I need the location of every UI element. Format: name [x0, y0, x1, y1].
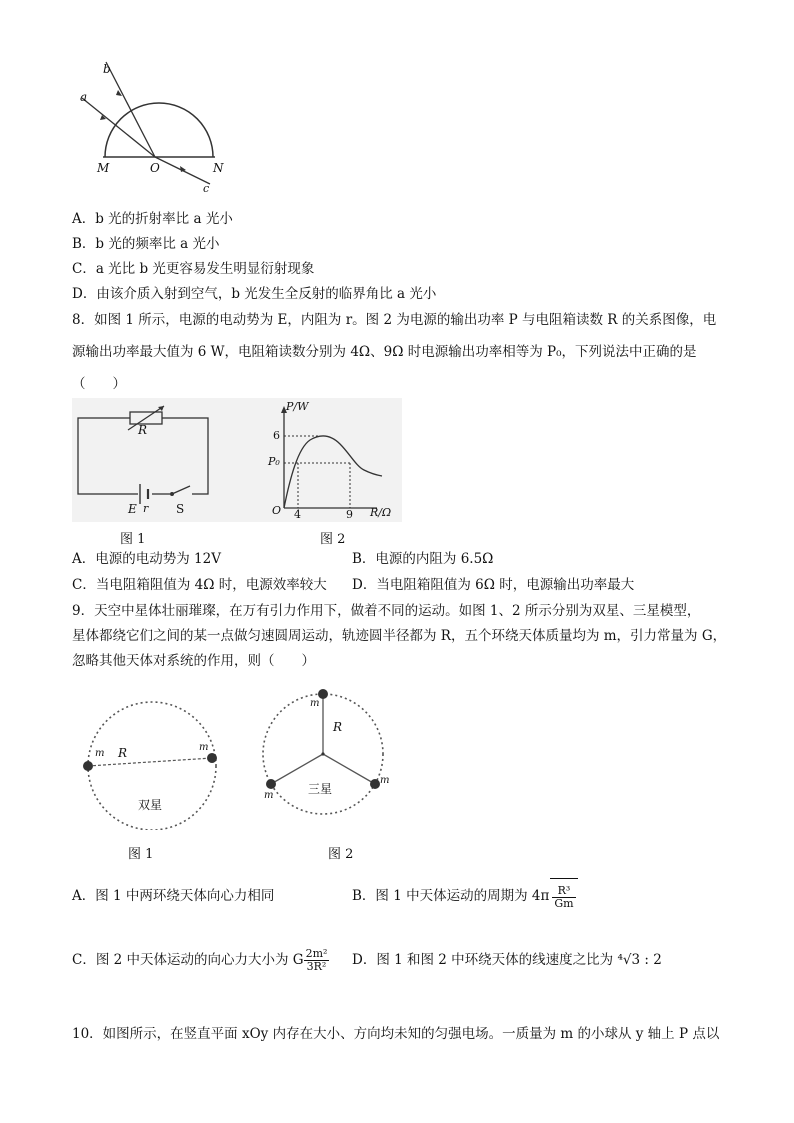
q8-option-a: A．电源的电动势为 12V [72, 551, 221, 567]
label-b: b [103, 62, 111, 76]
graph-ylabel: P/W [286, 400, 309, 413]
label-N: N [213, 161, 224, 175]
q9-fig2-caption: 图 2 [328, 847, 354, 862]
triple-m-left: m [264, 790, 274, 801]
q8-fig1-caption: 图 1 [120, 532, 146, 547]
triple-m-right: m [380, 775, 390, 786]
circuit-E-label: E [128, 502, 137, 516]
circuit-r-label: r [143, 502, 149, 515]
graph-origin: O [272, 504, 282, 517]
q9-option-a: A．图 1 中两环绕天体向心力相同 [72, 888, 275, 904]
graph-x4: 4 [294, 508, 301, 521]
triple-R: R [333, 720, 343, 734]
q10-stem: 10．如图所示，在竖直平面 xOy 内存在大小、方向均未知的匀强电场。一质量为 m 的小球从 y 轴上 P 点以 [72, 1026, 720, 1042]
q9-stem-line2: 星体都绕它们之间的某一点做匀速圆周运动，轨迹圆半径都为 R，五个环绕天体质量均为 m，引力常量为 G， [72, 628, 727, 644]
q8-option-b: B．电源的内阻为 6.5Ω [352, 551, 494, 567]
q8-option-c: C．当电阻箱阻值为 4Ω 时，电源效率较大 [72, 577, 327, 593]
q8-bracket: （ ） [72, 376, 126, 392]
q7-option-d: D．由该介质入射到空气，b 光发生全反射的临界角比 a 光小 [72, 286, 437, 302]
binary-R: R [118, 746, 128, 760]
graph-y6: 6 [273, 429, 280, 442]
graph-p0: P₀ [268, 455, 280, 468]
q8-fig2-caption: 图 2 [320, 532, 346, 547]
q9-option-c: C．图 2 中天体运动的向心力大小为 G $\frac{\text{2m²}}{\text{3R²}}$ [72, 947, 328, 973]
q7-option-b: B．b 光的频率比 a 光小 [72, 236, 220, 252]
binary-star-figure [72, 690, 242, 830]
binary-m-left: m [95, 748, 105, 759]
binary-label: 双星 [138, 798, 163, 812]
q8-figures [72, 398, 402, 522]
q7-option-c: C．a 光比 b 光更容易发生明显衍射现象 [72, 261, 315, 277]
circuit-S-label: S [176, 502, 185, 516]
graph-xlabel: R/Ω [370, 506, 392, 519]
graph-x9: 9 [346, 508, 353, 521]
label-O: O [150, 161, 160, 175]
label-M: M [97, 161, 110, 175]
q8-stem-line2: 源输出功率最大值为 6 W，电阻箱读数分别为 4Ω、9Ω 时电源输出功率相等为 P₀，下列说法中正确的是 [72, 344, 697, 360]
label-c: c [203, 182, 210, 195]
binary-m-right: m [199, 742, 209, 753]
triple-label: 三星 [308, 782, 333, 796]
q9-fig1-caption: 图 1 [128, 847, 154, 862]
triple-m-top: m [310, 698, 320, 709]
q8-option-d: D．当电阻箱阻值为 6Ω 时，电源输出功率最大 [352, 577, 635, 593]
q9-stem-line1: 9．天空中星体壮丽璀璨，在万有引力作用下，做着不同的运动。如图 1、2 所示分别为双星、三星模型， [72, 603, 701, 619]
label-a: a [80, 90, 88, 104]
q9-stem-line3: 忽略其他天体对系统的作用，则（ ） [72, 653, 315, 669]
q8-stem-line1: 8．如图 1 所示，电源的电动势为 E，内阻为 r。图 2 为电源的输出功率 P 与电阻箱读数 R 的关系图像，电 [72, 312, 717, 328]
q9-option-b: B．图 1 中天体运动的周期为 4π $\frac{\text{R³}}{Gm}$ [352, 878, 578, 915]
semicircle-refraction-figure [70, 60, 224, 200]
triple-star-figure [256, 682, 396, 832]
q7-option-a: A．b 光的折射率比 a 光小 [72, 211, 233, 227]
q9-option-d: D．图 1 和图 2 中环绕天体的线速度之比为 ⁴√3 : 2 [352, 952, 662, 968]
circuit-R-label: R [138, 423, 148, 437]
